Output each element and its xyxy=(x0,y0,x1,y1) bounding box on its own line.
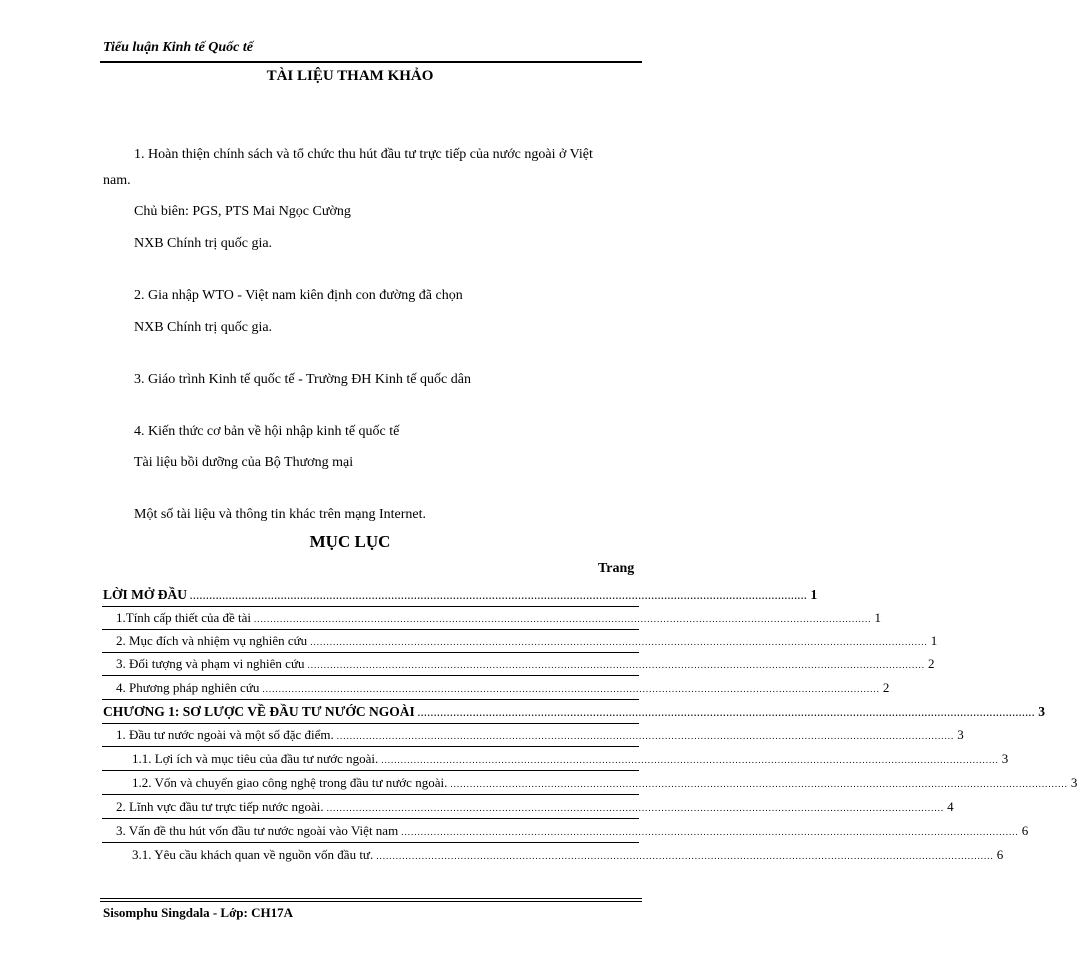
toc-leader-dots: .............................................................................................................................................................................................. xyxy=(417,708,1036,718)
toc-leader-dots: .............................................................................................................................................................................................. xyxy=(190,591,808,601)
toc-entry-label: 1.Tính cấp thiết của đề tài xyxy=(116,610,252,625)
toc-entry-label: 1.1. Lợi ích và mục tiêu của đầu tư nước ngoài. xyxy=(132,751,379,766)
footer-author: Sisomphu Singdala - Lớp: CH17A xyxy=(103,905,293,920)
toc-entry-label: LỜI MỞ ĐẦU xyxy=(103,587,187,602)
toc-entry-page: 2 xyxy=(882,680,890,695)
reference-line: nam. xyxy=(103,173,131,188)
toc-entry[interactable] xyxy=(103,704,1046,720)
toc-entry[interactable] xyxy=(116,610,882,626)
toc-entry-page: 1 xyxy=(874,610,882,625)
toc-entry-page: 6 xyxy=(1021,823,1029,838)
footer-divider xyxy=(100,901,642,902)
toc-divider xyxy=(102,675,639,676)
reference-line: Chủ biên: PGS, PTS Mai Ngọc Cường xyxy=(134,204,351,219)
toc-entry-page: 1 xyxy=(810,587,818,602)
toc-divider xyxy=(102,746,639,747)
toc-title: MỤC LỤC xyxy=(309,532,391,551)
toc-leader-dots: .............................................................................................................................................................................................. xyxy=(326,803,945,813)
toc-entry[interactable] xyxy=(116,727,964,743)
references-title: TÀI LIỆU THAM KHẢO xyxy=(266,68,434,84)
toc-divider xyxy=(102,818,639,819)
toc-entry-label: 2. Lĩnh vực đầu tư trực tiếp nước ngoài. xyxy=(116,799,324,814)
toc-leader-dots: .............................................................................................................................................................................................. xyxy=(310,637,928,647)
footer-divider xyxy=(100,898,642,899)
toc-entry-label: 3. Đối tượng và phạm vi nghiên cứu xyxy=(116,656,305,671)
toc-entry-label: CHƯƠNG 1: SƠ LƯỢC VỀ ĐẦU TƯ NƯỚC NGOÀI xyxy=(103,704,415,719)
toc-divider xyxy=(102,652,639,653)
toc-leader-dots: .............................................................................................................................................................................................. xyxy=(401,827,1019,837)
toc-entry-label: 3. Vấn đề thu hút vốn đầu tư nước ngoài vào Việt nam xyxy=(116,823,399,838)
reference-line: Tài liệu bồi dưỡng của Bộ Thương mại xyxy=(134,455,354,470)
toc-leader-dots: .............................................................................................................................................................................................. xyxy=(336,731,955,741)
reference-line: 1. Hoàn thiện chính sách và tổ chức thu hút đầu tư trực tiếp của nước ngoài ở Việt xyxy=(134,147,593,162)
toc-entry-page: 3 xyxy=(1038,704,1046,719)
toc-leader-dots: .............................................................................................................................................................................................. xyxy=(307,660,925,670)
toc-page-column-label: Trang xyxy=(598,561,635,576)
toc-leader-dots: .............................................................................................................................................................................................. xyxy=(381,755,999,765)
toc-divider xyxy=(102,794,639,795)
toc-divider xyxy=(102,699,639,700)
toc-entry[interactable] xyxy=(116,656,935,672)
toc-leader-dots: .............................................................................................................................................................................................. xyxy=(376,851,994,861)
toc-entry-label: 1.2. Vốn và chuyển giao công nghệ trong đầu tư nước ngoài. xyxy=(132,775,448,790)
toc-entry-label: 2. Mục đích và nhiệm vụ nghiên cứu xyxy=(116,633,308,648)
reference-line: Một số tài liệu và thông tin khác trên mạng Internet. xyxy=(134,507,426,522)
header-divider xyxy=(100,61,642,63)
toc-entry-label: 1. Đầu tư nước ngoài và một số đặc điểm. xyxy=(116,727,334,742)
toc-divider xyxy=(102,770,639,771)
header-title: Tiểu luận Kinh tế Quốc tế xyxy=(103,40,254,55)
toc-entry[interactable] xyxy=(132,751,1009,767)
toc-entry-page: 3 xyxy=(957,727,964,742)
toc-leader-dots: .............................................................................................................................................................................................. xyxy=(254,614,872,624)
toc-leader-dots: .............................................................................................................................................................................................. xyxy=(262,684,880,694)
toc-entry[interactable] xyxy=(116,799,954,815)
reference-line: NXB Chính trị quốc gia. xyxy=(134,320,273,335)
toc-entry-page: 6 xyxy=(996,847,1004,862)
toc-entry[interactable] xyxy=(116,823,1029,839)
toc-entry[interactable] xyxy=(132,775,1077,791)
toc-divider xyxy=(102,606,639,607)
toc-entry-page: 3 xyxy=(1001,751,1009,766)
reference-line: NXB Chính trị quốc gia. xyxy=(134,236,273,251)
toc-divider xyxy=(102,629,639,630)
reference-line: 3. Giáo trình Kinh tế quốc tế - Trường ĐH Kinh tế quốc dân xyxy=(134,372,471,387)
toc-entry-page: 3 xyxy=(1070,775,1077,790)
toc-entry[interactable] xyxy=(132,847,1004,863)
toc-entry-page: 4 xyxy=(947,799,954,814)
toc-entry[interactable] xyxy=(116,633,938,649)
toc-divider xyxy=(102,723,639,724)
toc-entry-label: 4. Phương pháp nghiên cứu xyxy=(116,680,260,695)
reference-line: 4. Kiến thức cơ bản về hội nhập kinh tế quốc tế xyxy=(134,424,400,439)
toc-entry-page: 1 xyxy=(930,633,938,648)
toc-leader-dots: .............................................................................................................................................................................................. xyxy=(450,779,1068,789)
toc-entry[interactable] xyxy=(116,680,890,696)
toc-entry-page: 2 xyxy=(928,656,935,671)
reference-line: 2. Gia nhập WTO - Việt nam kiên định con đường đã chọn xyxy=(134,288,463,303)
toc-divider xyxy=(102,842,639,843)
toc-entry[interactable] xyxy=(103,587,818,603)
toc-entry-label: 3.1. Yêu cầu khách quan về nguồn vốn đầu tư. xyxy=(132,847,374,862)
